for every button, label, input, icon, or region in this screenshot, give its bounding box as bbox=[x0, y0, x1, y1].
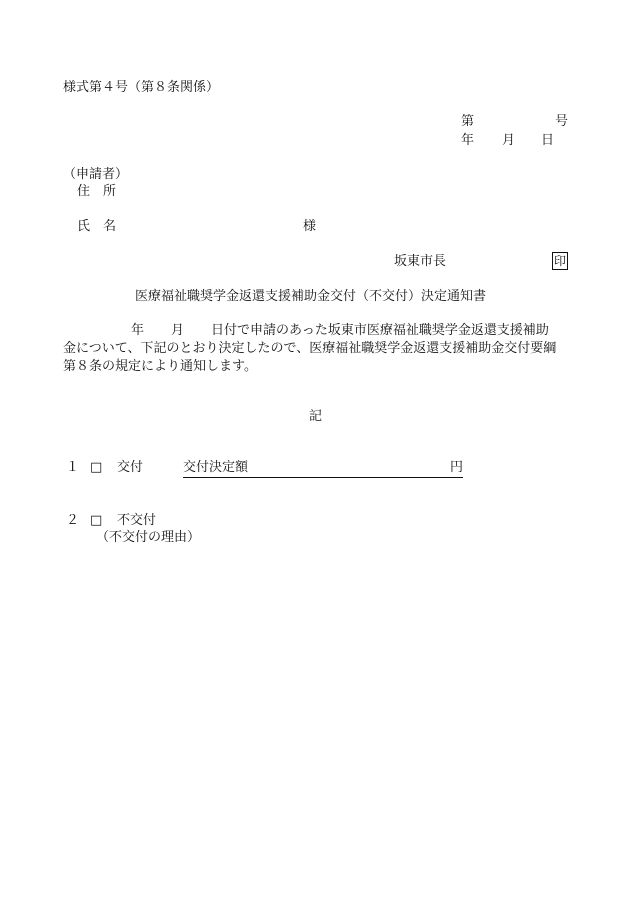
honorific: 様 bbox=[303, 219, 317, 234]
amount-unit: 円 bbox=[449, 460, 463, 475]
body-line-3: 第８条の規定により通知します。 bbox=[63, 359, 257, 374]
address-label: 住 所 bbox=[77, 184, 117, 199]
ki-label: 記 bbox=[309, 409, 323, 424]
date-year: 年 bbox=[461, 133, 475, 148]
item-1-label: 交付 bbox=[117, 460, 144, 475]
date-day: 日 bbox=[541, 133, 555, 148]
body-line-1 bbox=[63, 322, 569, 340]
seal-label: 印 bbox=[554, 254, 567, 268]
issuer-name: 坂東市長 bbox=[394, 254, 447, 269]
item-2-label: 不交付 bbox=[117, 513, 157, 528]
seal-mark bbox=[552, 252, 568, 270]
body-line-2: 金について、下記のとおり決定したので、医療福祉職奨学金返還支援補助金交付要綱 bbox=[63, 341, 557, 356]
amount-field[interactable] bbox=[183, 460, 463, 478]
doc-no-prefix: 第 bbox=[461, 114, 475, 129]
item-2-checkbox[interactable]: □ bbox=[90, 513, 103, 528]
form-number: 様式第４号（第８条関係） bbox=[63, 80, 220, 95]
amount-label: 交付決定額 bbox=[183, 460, 249, 475]
item-1-number: １ bbox=[66, 460, 80, 475]
body-month: 月 bbox=[171, 323, 185, 338]
item-1-checkbox[interactable]: □ bbox=[90, 460, 103, 475]
refusal-reason-label: （不交付の理由） bbox=[96, 530, 201, 545]
name-label: 氏 名 bbox=[77, 219, 117, 234]
body-year: 年 bbox=[131, 323, 145, 338]
doc-no-suffix: 号 bbox=[555, 114, 569, 129]
document-title: 医療福祉職奨学金返還支援補助金交付（不交付）決定通知書 bbox=[135, 289, 487, 304]
applicant-label: （申請者） bbox=[63, 167, 129, 182]
body-paragraph bbox=[63, 322, 569, 376]
body-line-1-rest: 日付で申請のあった坂東市医療福祉職奨学金返還支援補助 bbox=[211, 323, 549, 338]
date-month: 月 bbox=[502, 133, 516, 148]
item-2-number: ２ bbox=[66, 513, 80, 528]
